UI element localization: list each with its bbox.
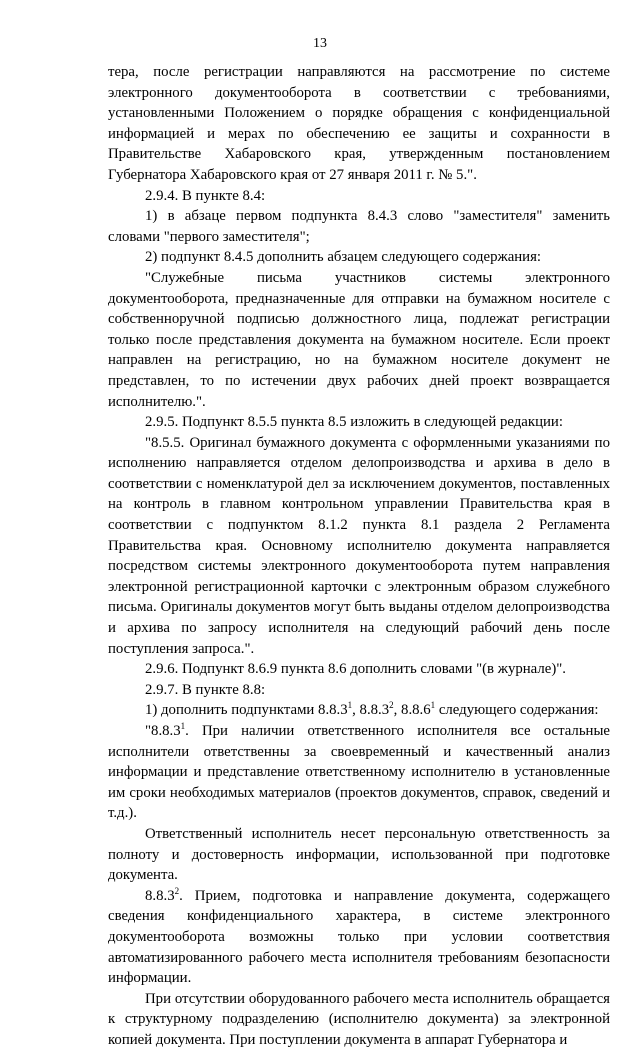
paragraph: 1) дополнить подпунктами 8.8.3$^1$, 8.8.3$^2$, 8.8.6$^1$ следующего содержания: bbox=[145, 700, 599, 719]
paragraph: 2.9.5. Подпункт 8.5.5 пункта 8.5 изложить в следующей редакции: bbox=[145, 414, 563, 431]
paragraph: 2.9.7. В пункте 8.8: bbox=[145, 681, 266, 698]
paragraph: Ответственный исполнитель несет персональную ответственность за полноту и достоверность информации, использованной при подготовке документа. bbox=[108, 825, 610, 884]
paragraph: При отсутствии оборудованного рабочего места исполнитель обращается к структурному подразделению (исполнителю документа) за электронной копией документа. При поступлении документа в аппарат Губернатора и bbox=[108, 990, 610, 1048]
paragraph: 8.8.3$^2$. Прием, подготовка и направление документа, содержащего сведения конфиденциального характера, в системе электронного документооборота возможны только при условии соответствия автоматизированного рабочего места исполнителя требованиям безопасности информации. bbox=[108, 885, 610, 987]
paragraph: 2) подпункт 8.4.5 дополнить абзацем следующего содержания: bbox=[145, 249, 542, 266]
paragraph: "8.5.5. Оригинал бумажного документа с оформленными указаниями по исполнению направляется отделом делопроизводства и архива в дело в соответствии с номенклатурой дел за исключением документов, поставленных на контроль в главном контрольном управлении Правительства края в соответствии с подпунктом 8.1.2 пункта 8.1 раздела 2 Регламента Правительства края. Основному исполнителю документа направляется посредством системы электронного документооборота путем направления электронной регистрационной карточки с электронным образом служебного письма. Оригиналы документов могут быть выданы отделом делопроизводства и архива по запросу исполнителя на следующий рабочий день после поступления запроса.". bbox=[108, 434, 610, 657]
paragraph: "8.8.3$^1$. При наличии ответственного исполнителя все остальные исполнители ответственны за своевременный и качественный анализ информации и представление ответственному исполнителю в установленные им сроки необходимых материалов (проектов документов, справок, сведений и т.д.). bbox=[108, 721, 610, 822]
paragraph: тера, после регистрации направляются на рассмотрение по системе электронного документооборота в соответствии с требованиями, установленными Положением о порядке обращения с конфиденциальной информацией и мерах по обеспечению ее защиты и сохранности в Правительстве Хабаровского края, утвержденным постановлением Губернатора Хабаровского края от 27 января 2011 г. № 5.". bbox=[108, 64, 610, 183]
paragraph: "Служебные письма участников системы электронного документооборота, предназначенные для отправки на бумажном носителе с собственноручной подписью должностного лица, подлежат регистрации только после представления документа на бумажном носителе. Если проект направлен на регистрацию, но на бумажном носителе документ не представлен, то по истечении двух рабочих дней проект возвращается исполнителю.". bbox=[108, 269, 610, 410]
paragraph: 1) в абзаце первом подпункта 8.4.3 слово "заместителя" заменить словами "первого заместителя"; bbox=[108, 208, 610, 245]
page-number: 13 bbox=[313, 36, 327, 51]
paragraph: 2.9.4. В пункте 8.4: bbox=[145, 187, 266, 204]
paragraph: 2.9.6. Подпункт 8.6.9 пункта 8.6 дополнить словами "(в журнале)". bbox=[145, 661, 566, 678]
document-body bbox=[108, 62, 610, 1051]
